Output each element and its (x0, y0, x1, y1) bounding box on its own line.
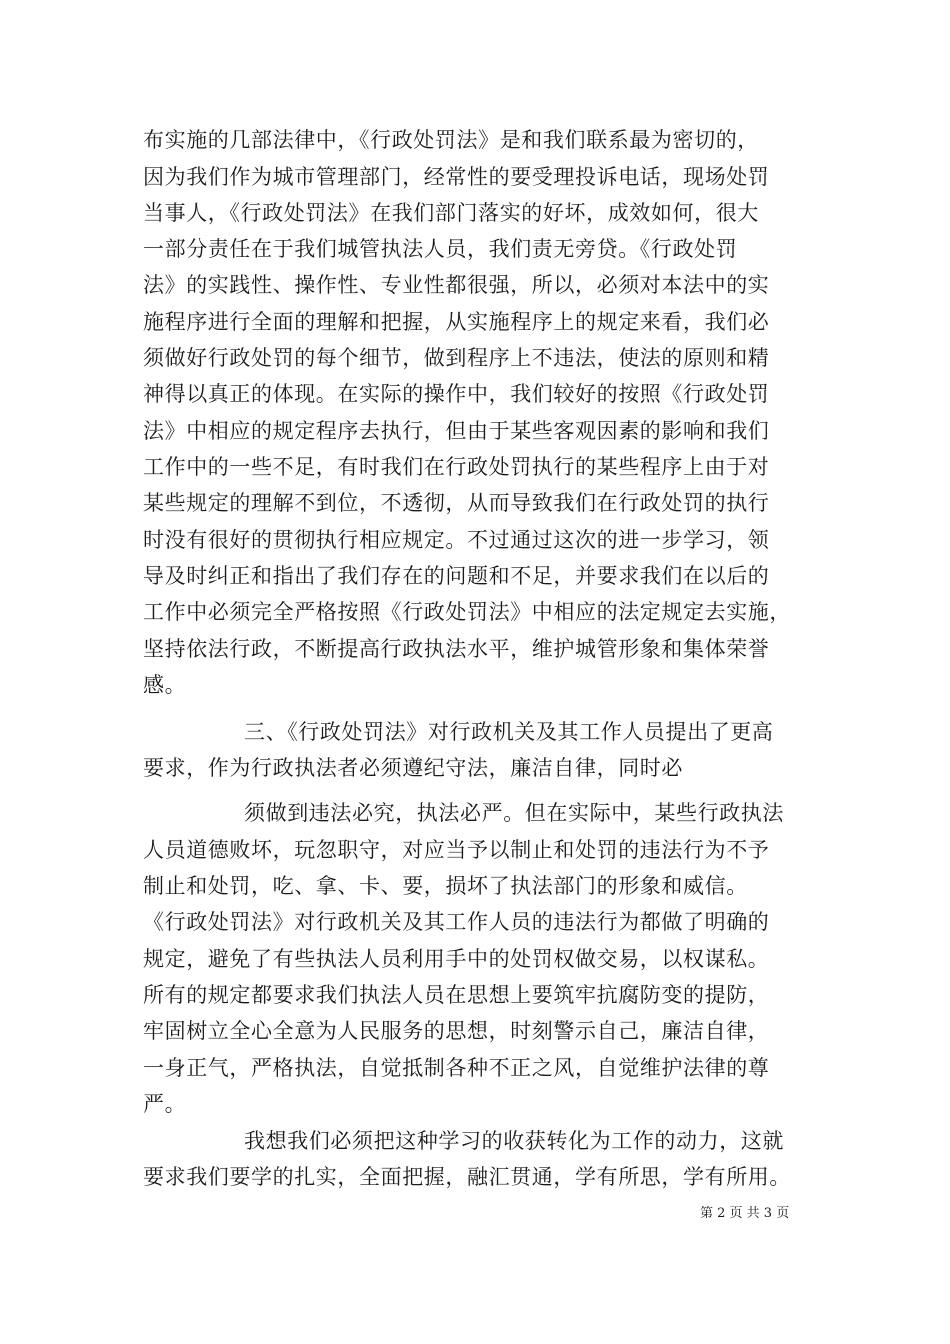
text-line: 牢固树立全心全意为人民服务的思想，时刻警示自己，廉洁自律， (143, 1019, 770, 1043)
text-line: 须做好行政处罚的每个细节，做到程序上不违法，使法的原则和精 (143, 346, 770, 370)
text-line: 所有的规定都要求我们执法人员在思想上要筑牢抗腐防变的提防， (143, 983, 770, 1007)
text-line: 一部分责任在于我们城管执法人员，我们责无旁贷。《行政处罚 (143, 237, 738, 261)
text-line: 因为我们作为城市管理部门，经常性的要受理投诉电话，现场处罚 (143, 165, 770, 189)
text-line: 要求我们要学的扎实，全面把握，融汇贯通，学有所思，学有所用。 (143, 1165, 791, 1189)
text-line: 施程序进行全面的理解和把握，从实施程序上的规定来看，我们必 (143, 310, 770, 334)
text-line: 一身正气，严格执法，自觉抵制各种不正之风，自觉维护法律的尊 (143, 1056, 770, 1080)
text-line: 神得以真正的体现。在实际的操作中，我们较好的按照《行政处罚 (143, 382, 770, 406)
text-line: 当事人，《行政处罚法》在我们部门落实的好坏，成效如何，很大 (143, 201, 759, 225)
text-line: 感。 (143, 673, 187, 697)
text-line: 须做到违法必究，执法必严。但在实际中，某些行政执法 (244, 801, 784, 825)
section-heading-line: 三、《行政处罚法》对行政机关及其工作人员提出了更高 (244, 720, 774, 744)
text-line: 坚持依法行政，不断提高行政执法水平，维护城管形象和集体荣誉 (143, 637, 770, 661)
text-line: 法》中相应的规定程序去执行，但由于某些客观因素的影响和我们 (143, 419, 770, 443)
text-line: 《行政处罚法》对行政机关及其工作人员的违法行为都做了明确的 (143, 910, 770, 934)
text-line: 要求，作为行政执法者必须遵纪守法，廉洁自律，同时必 (143, 756, 683, 780)
text-line: 严。 (143, 1092, 187, 1116)
text-line: 导及时纠正和指出了我们存在的问题和不足，并要求我们在以后的 (143, 564, 770, 588)
text-line: 某些规定的理解不到位，不透彻，从而导致我们在行政处罚的执行 (143, 491, 770, 515)
text-line: 制止和处罚，吃、拿、卡、要，损坏了执法部门的形象和威信。 (143, 874, 748, 898)
page-number-footer: 第 2 页 共 3 页 (700, 1206, 790, 1221)
paragraph-start-line: 我想我们必须把这种学习的收获转化为工作的动力，这就 (244, 1129, 784, 1153)
text-line: 工作中必须完全严格按照《行政处罚法》中相应的法定规定去实施， (143, 600, 791, 624)
text-line: 人员道德败坏，玩忽职守，对应当予以制止和处罚的违法行为不予 (143, 838, 770, 862)
text-line: 规定，避免了有些执法人员利用手中的处罚权做交易，以权谋私。 (143, 947, 770, 971)
text-line: 布实施的几部法律中，《行政处罚法》是和我们联系最为密切的， (143, 128, 759, 152)
text-line: 工作中的一些不足，有时我们在行政处罚执行的某些程序上由于对 (143, 455, 770, 479)
text-line: 法》的实践性、操作性、专业性都很强，所以，必须对本法中的实 (143, 273, 770, 297)
text-line: 时没有很好的贯彻执行相应规定。不过通过这次的进一步学习，领 (143, 528, 770, 552)
